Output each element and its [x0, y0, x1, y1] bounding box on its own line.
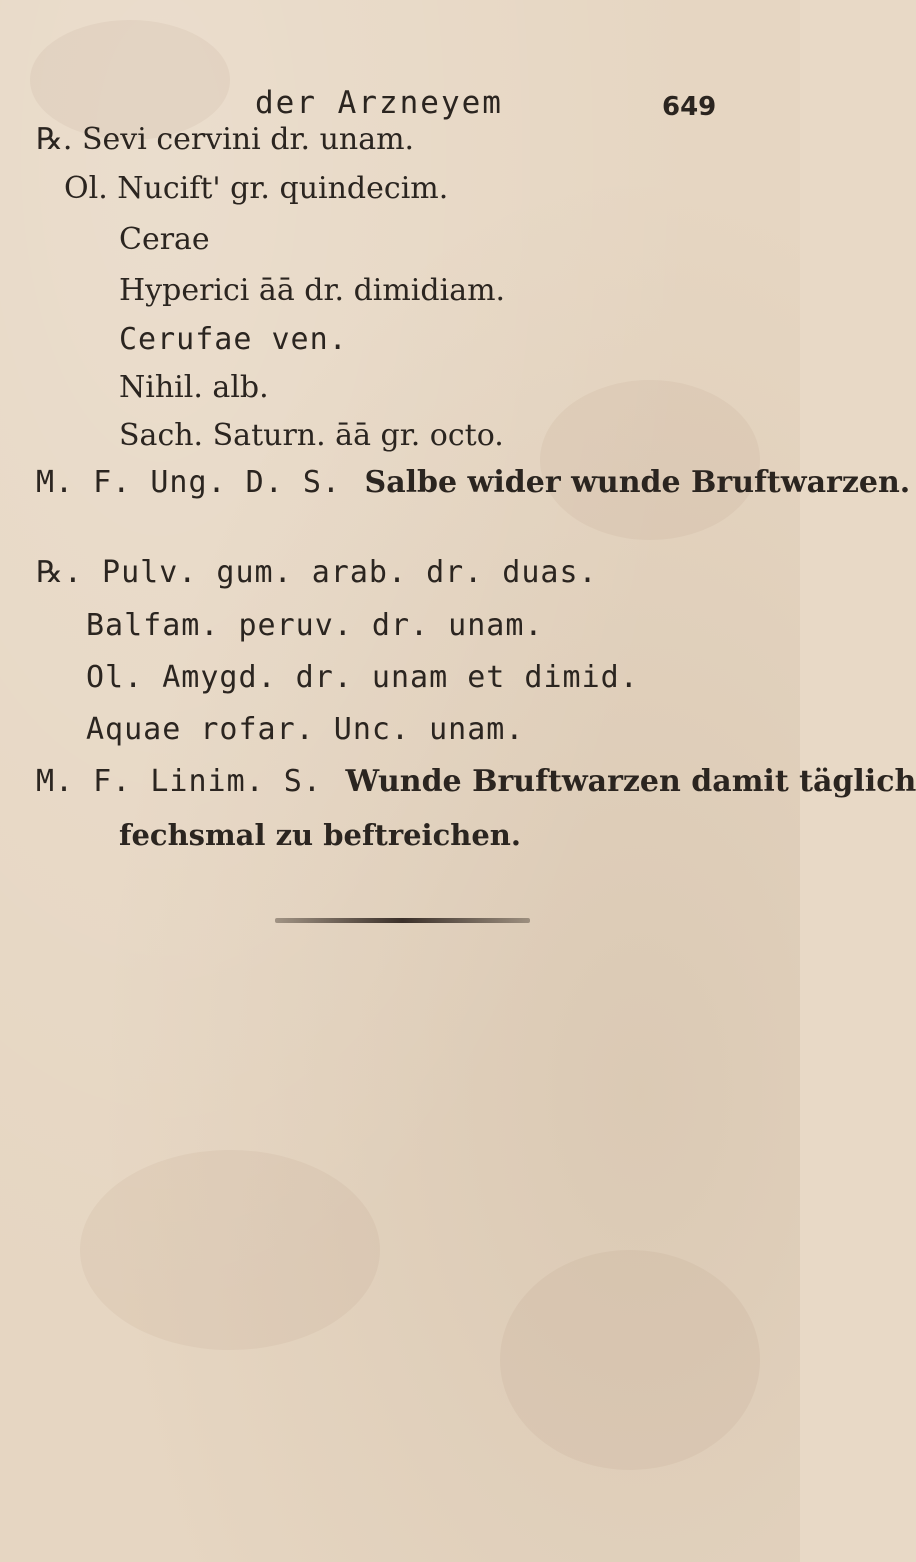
running-header: der Arzneyem — [255, 85, 503, 121]
recipe1-line-6: Nihil. alb. — [119, 370, 269, 405]
recipe2-line-2: Balfam. peruv. dr. unam. — [86, 608, 544, 643]
page-number: 649 — [662, 92, 717, 122]
recipe2-subscription-text: Wunde Bruftwarzen damit täglich — [345, 764, 916, 799]
recipe1-line-4: Hyperici āā dr. dimidiam. — [119, 273, 506, 308]
recipe1-subscription — [36, 465, 910, 500]
recipe1-line-1: ℞. Sevi cervini dr. unam. — [36, 122, 415, 157]
recipe2-line-4: Aquae rofar. Unc. unam. — [86, 712, 525, 747]
recipe2-subscription — [36, 764, 916, 799]
recipe2-line-3: Ol. Amygd. dr. unam et dimid. — [86, 660, 639, 695]
recipe1-subscription-prefix: M. F. Ung. D. S. — [36, 465, 341, 500]
recipe1-line-7: Sach. Saturn. āā gr. octo. — [119, 418, 504, 453]
recipe2-subscription-prefix: M. F. Linim. S. — [36, 764, 322, 799]
recipe1-line-3: Cerae — [119, 222, 210, 257]
recipe2-subscription-text-2: fechsmal zu beftreichen. — [119, 818, 521, 852]
recipe1-line-2: Ol. Nucift' gr. quindecim. — [64, 171, 449, 206]
recipe1-subscription-text: Salbe wider wunde Bruftwarzen. — [364, 465, 911, 500]
recipe2-line-1: ℞. Pulv. gum. arab. dr. duas. — [36, 555, 598, 590]
paper-stain — [80, 1150, 380, 1350]
section-divider — [275, 918, 530, 923]
paper-stain — [500, 1250, 760, 1470]
recipe1-line-5: Cerufae ven. — [119, 322, 348, 357]
paper-stain — [540, 380, 760, 540]
